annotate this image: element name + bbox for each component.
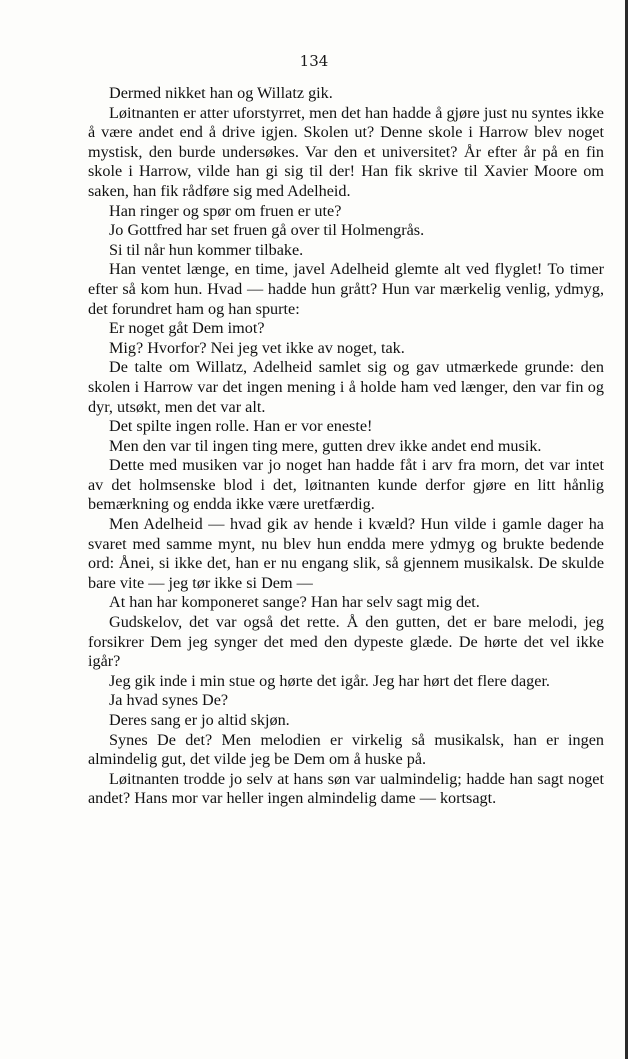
paragraph: Er noget gåt Dem imot? (109, 319, 265, 338)
paragraph: Mig? Hvorfor? Nei jeg vet ikke av noget, tak. (109, 338, 405, 357)
paragraph: Dermed nikket han og Willatz gik. (109, 84, 333, 102)
paragraph: Jeg gik inde i min stue og hørte det igår. Jeg har hørt det flere dager. (109, 671, 550, 690)
paragraph: Deres sang er jo altid skjøn. (109, 711, 290, 729)
paragraph: Jo Gottfred har set fruen gå over til Holmengrås. (109, 221, 425, 240)
paragraph: Løitnanten trodde jo selv at hans søn var ualmindelig; hadde han sagt noget andet? Hans mor var heller ingen almindelig dame — kortsagt. (88, 769, 604, 808)
paragraph: Dette med musiken var jo noget han hadde fåt i arv fra morn, det var intet av det holmsenske blod i det, løitnanten kunde derfor gjøre en litt hånlig bemærkning og endda ikke være uretfærdig. (88, 456, 604, 514)
paragraph: Si til når hun kommer tilbake. (109, 240, 304, 259)
paragraph: Han ringer og spør om fruen er ute? (109, 201, 342, 220)
paragraph: Gudskelov, det var også det rette. Å den gutten, det er bare melodi, jeg forsikrer Dem jeg synger det med den dypeste glæde. De hørte det vel ikke igår? (88, 613, 604, 671)
page-number: 134 (299, 52, 329, 70)
paragraph: Løitnanten er atter uforstyrret, men det han hadde å gjøre just nu syntes ikke å være andet end å drive igjen. Skolen ut? Denne skole i Harrow blev noget mystisk, den burde undersøkes. Var den et universitet? År efter år på en fin skole i Harrow, vilde han gi sig til der! Han fik skrive til Xavier Moore om saken, han fik rådføre sig med Adelheid. (88, 103, 604, 200)
paragraph: Ja hvad synes De? (109, 691, 229, 710)
paragraph: Men Adelheid — hvad gik av hende i kvæld? Hun vilde i gamle dager ha svaret med samme mynt, nu blev hun endda mere ydmyg og brukte bedende ord: Ånei, si ikke det, han er nu engang slik, så gjennem musikalsk. De skulde bare vite — jeg tør ikke si Dem — (88, 515, 604, 592)
body-text (88, 84, 604, 809)
paragraph: Han ventet længe, en time, javel Adelheid glemte alt ved flyglet! To timer efter så kom hun. Hvad — hadde hun grått? Hun var mærkelig venlig, ydmyg, det forundret ham og han spurte: (88, 260, 604, 318)
paragraph: Men den var til ingen ting mere, gutten drev ikke andet end musik. (109, 436, 542, 455)
paragraph: De talte om Willatz, Adelheid samlet sig og gav utmærkede grunde: den skolen i Harrow var det ingen mening i å holde ham ved længer, den var fin og dyr, utsøkt, men det var alt. (88, 358, 604, 416)
paragraph: At han har komponeret sange? Han har selv sagt mig det. (109, 593, 480, 612)
paragraph: Det spilte ingen rolle. Han er vor eneste! (109, 417, 373, 436)
paragraph: Synes De det? Men melodien er virkelig så musikalsk, han er ingen almindelig gut, det vilde jeg be Dem om å huske på. (88, 730, 604, 769)
